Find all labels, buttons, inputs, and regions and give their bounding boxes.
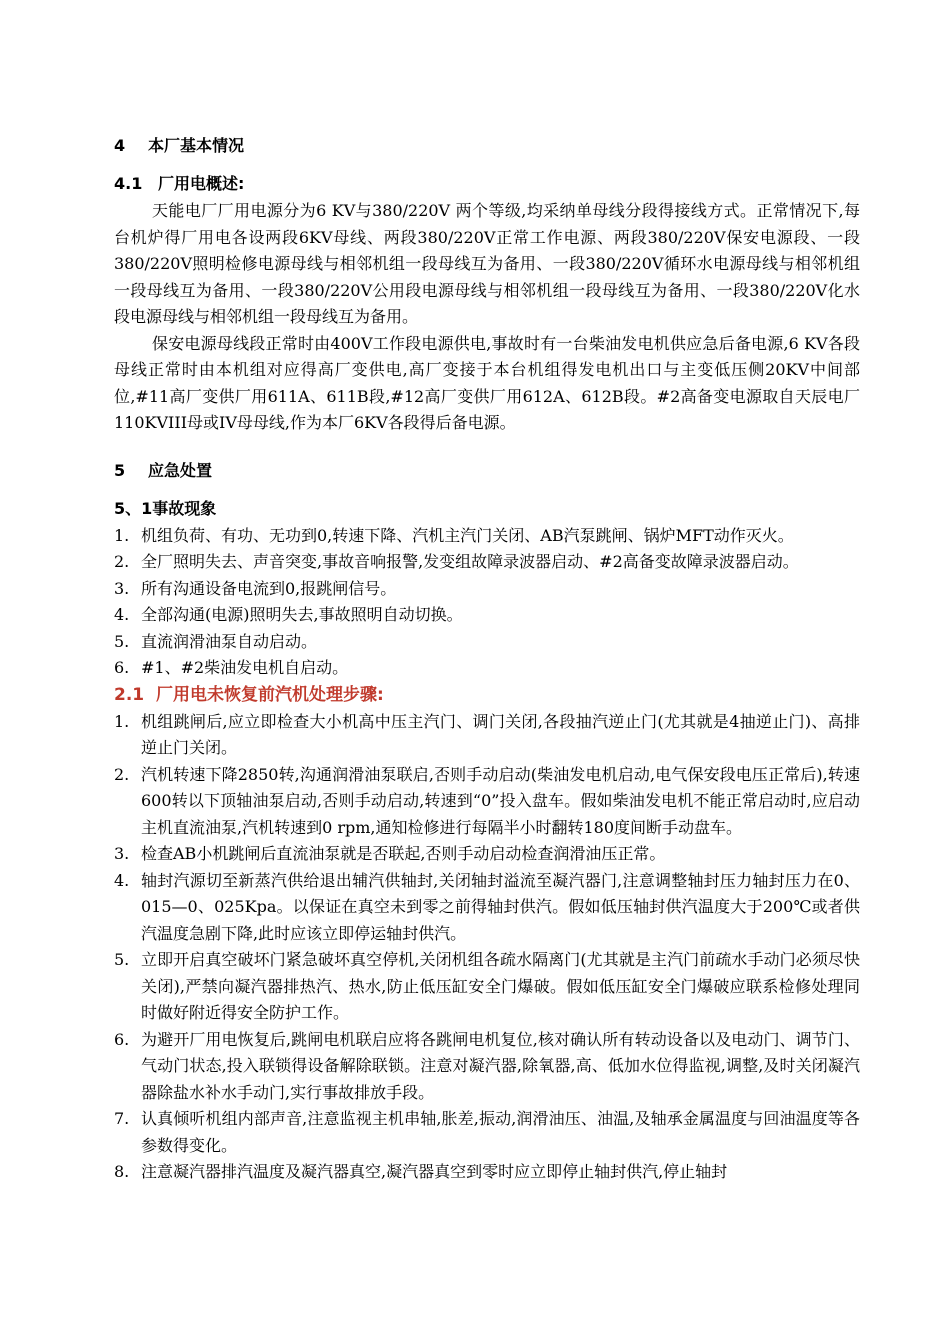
- list-item: 3. 检查AB小机跳闸后直流油泵就是否联起,否则手动启动检查润滑油压正常。: [114, 844, 666, 863]
- section-number: 4: [114, 136, 126, 155]
- section-4-1-heading: [114, 170, 860, 198]
- list-item: 3. 所有沟通设备电流到0,报跳闸信号。: [114, 578, 397, 598]
- list-item: 7. 认真倾听机组内部声音,注意监视主机串轴,胀差,振动,润滑油压、油温,及轴承金属温度与回油温度等各参数得变化。: [114, 1109, 860, 1155]
- section-title: 厂用电概述:: [158, 174, 245, 193]
- list-item: 1. 机组负荷、有功、无功到0,转速下降、汽机主汽门关闭、AB汽泵跳闸、锅炉MFT动作灭火。: [114, 525, 794, 545]
- section-number: 5: [114, 460, 126, 480]
- list-item: 2. 全厂照明失去、声音突变,事故音响报警,发变组故障录波器启动、#2高备变故障录波器启动。: [114, 552, 799, 571]
- paragraph-overview: 天能电厂厂用电源分为6 KV与380/220V 两个等级,均采纳单母线分段得接线方式。正常情况下,每台机炉得厂用电各设两段6KV母线、两段380/220V正常工作电源、两段380/220V保安电源段、一段380/220V照明检修电源母线与相邻机组一段母线互为备用、一段380/220V循环水电源母线与相邻机组一段母线互为备用、一段380/220V公用段电源母线与相邻机组一段母线互为备用、一段380/220V化水段电源母线与相邻机组一段母线互为备用。: [114, 201, 860, 326]
- list-item: 1. 机组跳闸后,应立即检查大小机高中压主汽门、调门关闭,各段抽汽逆止门(尤其就是4抽逆止门)、高排逆止门关闭。: [114, 711, 860, 757]
- section-title: 应急处置: [148, 460, 213, 480]
- list-item: 8. 注意凝汽器排汽温度及凝汽器真空,凝汽器真空到零时应立即停止轴封供汽,停止轴封: [114, 1162, 728, 1181]
- section-title: 本厂基本情况: [148, 136, 245, 155]
- list-item: 6. #1、#2柴油发电机自启动。: [114, 658, 349, 677]
- paragraph-backup-power: 保安电源母线段正常时由400V工作段电源供电,事故时有一台柴油发电机供应急后备电源,6 KV各段母线正常时由本机组对应得高厂变供电,高厂变接于本台机组得发电机出口与主变低压侧20KV中间部位,#11高厂变供厂用611A、611B段,#12高厂变供厂用612A、612B段。#2高备变电源取自天辰电厂110KVIII母或IV母母线,作为本厂6KV各段得后备电源。: [114, 333, 860, 432]
- list-item: 4. 轴封汽源切至新蒸汽供给退出辅汽供轴封,关闭轴封溢流至凝汽器门,注意调整轴封压力轴封压力在0、015—0、025Kpa。以保证在真空未到零之前得轴封供汽。假如低压轴封供汽温度大于200℃或者供汽温度急剧下降,此时应该立即停运轴封供汽。: [114, 870, 860, 943]
- section-4-heading: [114, 132, 860, 160]
- section-5-1-heading: 5、1事故现象: [114, 498, 217, 518]
- section-number: 2.1: [114, 684, 145, 705]
- document-body: [114, 122, 860, 1186]
- section-2-1-heading: [114, 682, 860, 709]
- list-item: 2. 汽机转速下降2850转,沟通润滑油泵联启,否则手动启动(柴油发电机启动,电气保安段电压正常后),转速600转以下顶轴油泵启动,否则手动启动,转速到“0”投入盘车。假如柴油发电机不能正常启动时,应启动主机直流油泵,汽机转速到0 rpm,通知检修进行每隔半小时翻转180度间断手动盘车。: [114, 764, 860, 837]
- section-5-heading: [114, 457, 860, 485]
- steps-list: [114, 709, 860, 1186]
- list-item: 6. 为避开厂用电恢复后,跳闸电机联启应将各跳闸电机复位,核对确认所有转动设备以及电动门、调节门、气动门状态,投入联锁得设备解除联锁。注意对凝汽器,除氧器,高、低加水位得监视,调整,及时关闭凝汽器除盐水补水手动门,实行事故排放手段。: [114, 1029, 860, 1102]
- phenomena-list: [114, 523, 860, 682]
- list-item: 5. 直流润滑油泵自动启动。: [114, 631, 318, 651]
- list-item: 4. 全部沟通(电源)照明失去,事故照明自动切换。: [114, 605, 463, 624]
- section-title: 厂用电未恢复前汽机处理步骤:: [156, 684, 384, 705]
- list-item: 5. 立即开启真空破坏门紧急破坏真空停机,关闭机组各疏水隔离门(尤其就是主汽门前疏水手动门必须尽快关闭),严禁向凝汽器排热汽、热水,防止低压缸安全门爆破。假如低压缸安全门爆破应联系检修处理同时做好附近得安全防护工作。: [114, 950, 860, 1022]
- section-number: 4.1: [114, 174, 143, 193]
